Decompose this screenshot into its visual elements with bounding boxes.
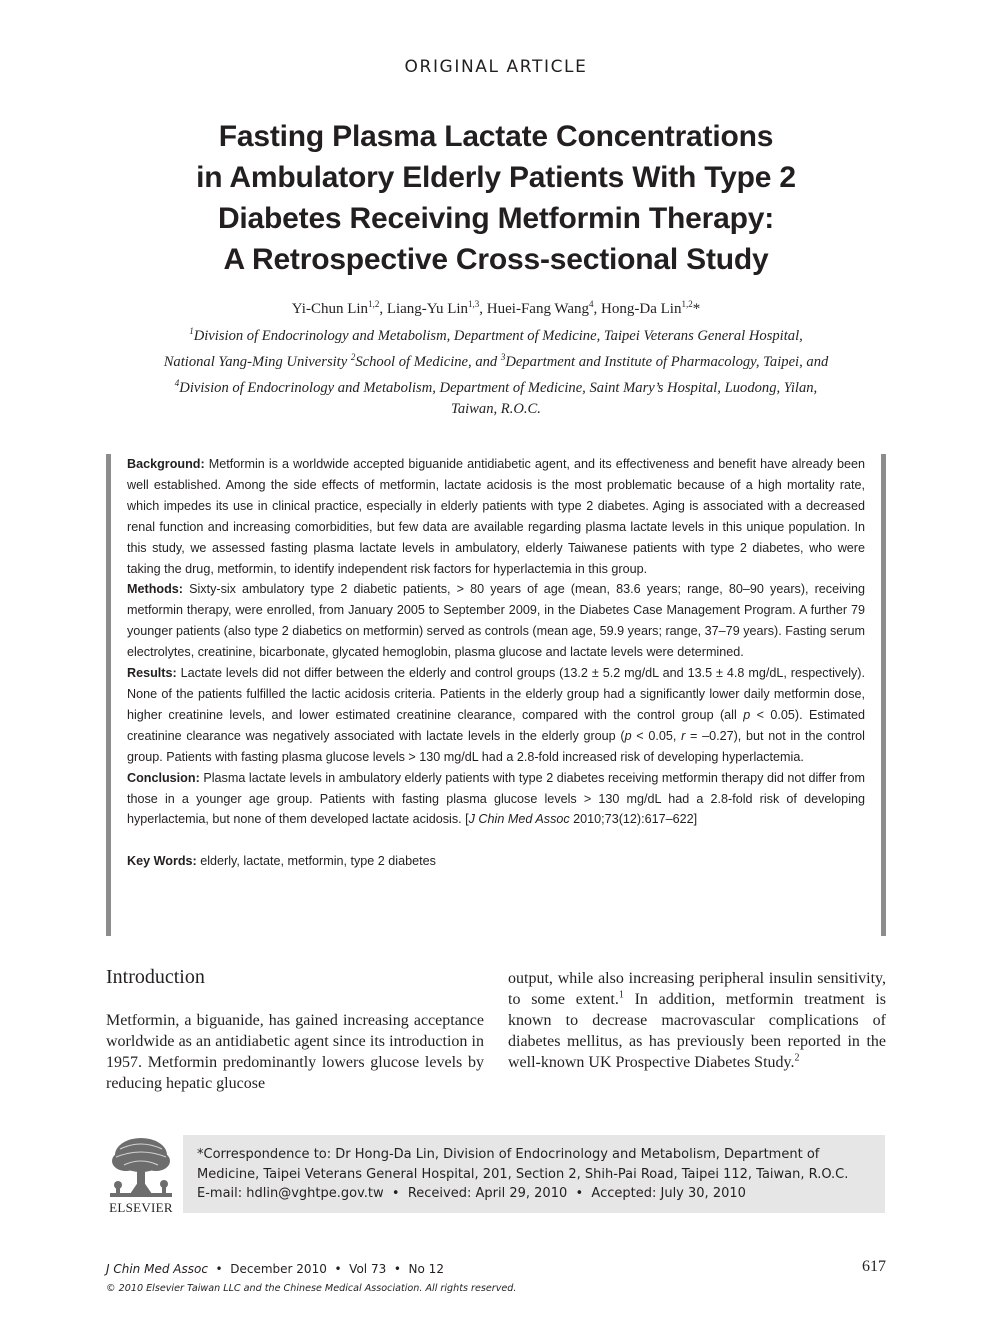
citation-details: 2010;73(12):617–622] [569,812,698,827]
footer-journal-info [106,1262,444,1276]
introduction-left-column: Metformin, a biguanide, has gained increasing acceptance worldwide as an antidiabetic agent since its introduction in 1957. Metformin predominantly lowers glucose levels by reducing hepatic glucose [106,1012,484,1092]
affiliation-line [96,321,896,347]
page-number: 617 [862,1258,886,1275]
results-p-symbol: p [624,728,632,743]
affiliation-text: Division of Endocrinology and Metabolism, Department of Medicine, Taipei Veterans General Hospital, [193,327,803,344]
corresponding-author-mark: * [692,301,701,317]
affiliation-sup: 1 [189,326,194,336]
elsevier-tree-logo-icon [106,1135,176,1199]
correspondence-line: Medicine, Taipei Veterans General Hospital, 201, Section 2, Shih-Pai Road, Taipei 112, Taiwan, R.O.C. [197,1166,849,1182]
affiliation-text: Department and Institute of Pharmacology, Taipei, and [505,354,829,371]
affiliation-sup: 3 [500,352,506,363]
abstract-conclusion [127,768,865,831]
abstract-methods [127,579,865,663]
correspondence-line: E-mail: hdlin@vghtpe.gov.tw • Received: April 29, 2010 • Accepted: July 30, 2010 [197,1186,746,1201]
elsevier-wordmark: ELSEVIER [109,1200,173,1215]
abstract-keywords [127,851,865,872]
abstract-background [127,454,865,579]
reference-sup: 1 [618,989,624,1001]
methods-text: Sixty-six ambulatory type 2 diabetic patients, > 80 years of age (mean, 83.6 years; range, 80–90 years), receiving metformin therapy, were enrolled, from January 2005 to September 2009, in the Diabetes Case Management Program. A further 79 younger patients (also type 2 diabetics on metformin) served as controls (mean age, 59.9 years; range, 37–79 years). Fasting serum electrolytes, creatinine, bicarbonate, glycated hemoglobin, plasma glucose and lactate levels were determined. [127,582,866,660]
author-name: Hong-Da Lin [601,301,682,317]
background-label: Background: [127,457,205,471]
affiliation-line [96,399,896,420]
intro-text: output, while also increasing peripheral insulin sensitivity, to some extent. [508,970,886,1008]
affiliation-text: National Yang-Ming University [163,354,351,371]
affiliation-line [96,373,896,399]
results-r-symbol: r [681,728,686,743]
results-text: Lactate levels did not differ between the elderly and control groups (13.2 ± 5.2 mg/dL and 13.5 ± 4.8 mg/dL, respectively). None of the patients fulfilled the lactic acidosis criteria. Patients in the elderly group had a significantly lower daily metformin dose, higher creatinine levels, and lower estimated creatinine clearance, compared with the control group (all [127,666,865,722]
conclusion-label: Conclusion: [127,770,200,785]
author-separator: , [479,301,487,317]
copyright-notice: © 2010 Elsevier Taiwan LLC and the Chinese Medical Association. All rights reserved. [106,1283,517,1294]
title-line: Fasting Plasma Lactate Concentrations [218,120,774,153]
abstract-right-rule [881,454,886,936]
author-separator: , [379,301,387,317]
title-line: Diabetes Receiving Metformin Therapy: [217,202,775,235]
abstract-box [106,454,886,936]
title-line: in Ambulatory Elderly Patients With Type 2 [196,161,796,194]
results-text: = –0.27), but not in the control group. Patients with fasting plasma glucose levels > 130 mg/dL had a 2.8-fold increased risk of developing hyperlactemia. [127,728,865,764]
affiliation-text: School of Medicine, and [355,354,501,371]
affiliation-line [96,347,896,373]
author-name: Huei-Fang Wang [486,301,590,317]
author-affiliation-sup: 4 [589,299,594,309]
affiliation-sup: 4 [174,378,180,389]
results-text: < 0.05). Estimated creatinine clearance was negatively associated with lactate levels in the elderly group ( [127,707,865,743]
affiliation-sup: 2 [350,352,356,363]
reference-sup: 2 [794,1052,800,1064]
abstract-results [127,663,865,768]
abstract-body [127,454,865,872]
correspondence-box [183,1135,885,1213]
background-text: Metformin is a worldwide accepted biguanide antidiabetic agent, and its effectiveness and benefit have already been well established. Among the side effects of metformin, lactate acidosis is the most problematic because of a high mortality rate, which impedes its use in clinical practice, especially in elderly patients with type 2 diabetes. Aging is associated with a decreased renal function and increasing comorbidities, but few data are available regarding plasma lactate levels in this unique population. In this study, we assessed fasting plasma lactate levels in ambulatory, elderly Taiwanese patients with type 2 diabetes, who were taking the drug, metformin, to identify independent risk factors for hyperlactemia in this group. [127,457,865,576]
citation-journal: J Chin Med Assoc [468,812,570,827]
footer-issue-details: • December 2010 • Vol 73 • No 12 [207,1262,444,1276]
footer-journal: J Chin Med Assoc [106,1262,208,1276]
author-name: Liang-Yu Lin [386,301,469,317]
introduction-right-column [508,968,886,1073]
affiliation-text: Taiwan, R.O.C. [451,401,541,418]
introduction-heading: Introduction [106,966,205,988]
conclusion-text: Plasma lactate levels in ambulatory elderly patients with type 2 diabetes receiving metformin therapy did not differ from those in a younger age group. Patients with fasting plasma glucose levels > 130 mg/dL had a 2.8-fold risk of developing hyperlactemia, but none of them developed lactate acidosis. [ [127,770,865,827]
affiliation-text: Division of Endocrinology and Metabolism, Department of Medicine, Saint Mary’s Hospital, Luodong, Yilan, [179,380,818,397]
author-list [96,294,896,319]
author-name: Yi-Chun Lin [291,301,369,317]
affiliations [96,321,896,421]
correspondence-line: *Correspondence to: Dr Hong-Da Lin, Division of Endocrinology and Metabolism, Department of [197,1147,820,1162]
section-label: ORIGINAL ARTICLE [404,57,588,77]
results-text: < 0.05, [631,728,682,743]
author-affiliation-sup: 1,2 [368,299,380,309]
correspondence-text [197,1145,877,1204]
author-separator: , [593,301,602,317]
abstract-left-rule [106,454,111,936]
title-line: A Retrospective Cross-sectional Study [223,243,769,276]
author-affiliation-sup: 1,2 [681,299,693,309]
keywords-label: Key Words: [127,854,197,869]
intro-text: In addition, metformin treatment is known to decrease macrovascular complications of diabetes mellitus, as has previously been reported in the well-known UK Prospective Diabetes Study. [508,991,887,1071]
article-title [96,116,896,280]
results-label: Results: [127,666,177,681]
elsevier-logo [106,1135,176,1215]
results-p-symbol: p [743,707,751,722]
author-affiliation-sup: 1,3 [468,299,480,309]
methods-label: Methods: [127,582,183,597]
keywords-text: elderly, lactate, metformin, type 2 diabetes [200,854,436,869]
